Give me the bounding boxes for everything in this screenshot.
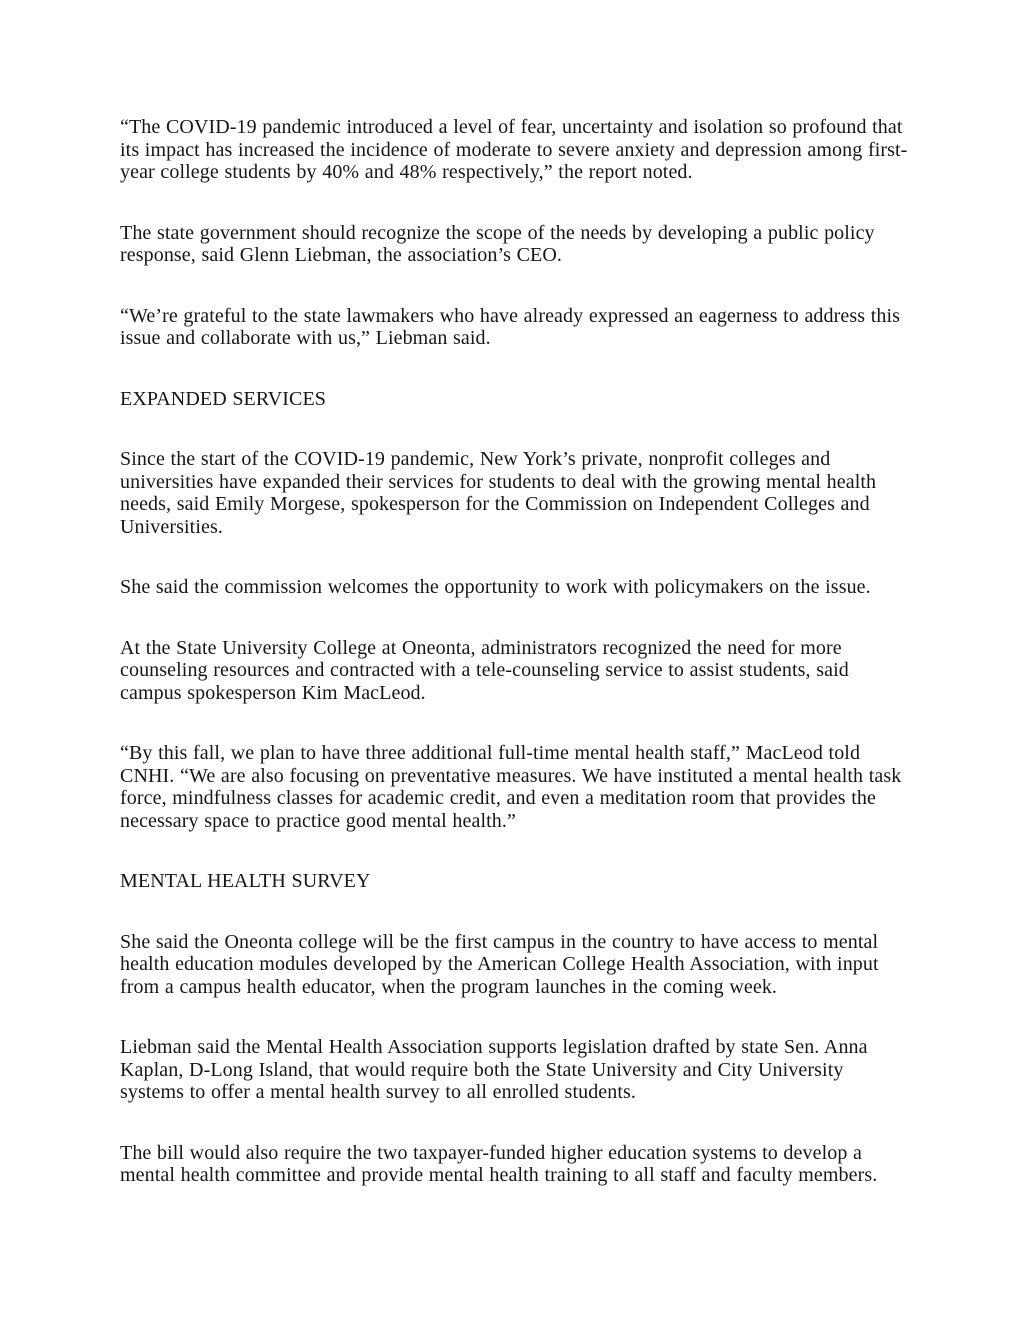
section-heading-mental-health-survey: MENTAL HEALTH SURVEY	[120, 870, 371, 892]
paragraph-report-quote: “The COVID-19 pandemic introduced a level of fear, uncertainty and isolation so profound that its impact has increased the incidence of moderate to severe anxiety and depression among first-year college students by 40% and 48% respectively,” the report noted.	[120, 116, 908, 183]
paragraph-kaplan-legislation: Liebman said the Mental Health Association supports legislation drafted by state Sen. Anna Kaplan, D-Long Island, that would require both the State University and City University systems to offer a mental health survey to all enrolled students.	[120, 1036, 868, 1103]
paragraph-liebman-quote: “We’re grateful to the state lawmakers who have already expressed an eagerness to address this issue and collaborate with us,” Liebman said.	[120, 304, 901, 349]
paragraph-bill-requirements: The bill would also require the two taxpayer-funded higher education systems to develop a mental health committee and provide mental health training to all staff and faculty members.	[120, 1141, 878, 1186]
section-heading-expanded-services: EXPANDED SERVICES	[120, 387, 326, 410]
paragraph-commission-welcomes: She said the commission welcomes the opportunity to work with policymakers on the issue.	[120, 576, 871, 598]
paragraph-macleod-quote: “By this fall, we plan to have three additional full-time mental health staff,” MacLeod told CNHI. “We are also focusing on preventative measures. We have instituted a mental health task force, mindfulness classes for academic credit, and even a meditation room that provides the necessary space to practice good mental health.”	[120, 742, 902, 832]
paragraph-state-government: The state government should recognize the scope of the needs by developing a public policy response, said Glenn Liebman, the association’s CEO.	[120, 221, 875, 266]
paragraph-expanded-services-intro: Since the start of the COVID-19 pandemic, New York’s private, nonprofit colleges and universities have expanded their services for students to deal with the growing mental health needs, said Emily Morgese, spokesperson for the Commission on Independent Colleges and Universities.	[120, 448, 877, 538]
paragraph-education-modules: She said the Oneonta college will be the first campus in the country to have access to mental health education modules developed by the American College Health Association, with input from a campus health educator, when the program launches in the coming week.	[120, 930, 879, 998]
paragraph-oneonta-counseling: At the State University College at Oneonta, administrators recognized the need for more counseling resources and contracted with a tele-counseling service to assist students, said campus spokesperson Kim MacLeod.	[120, 636, 849, 704]
